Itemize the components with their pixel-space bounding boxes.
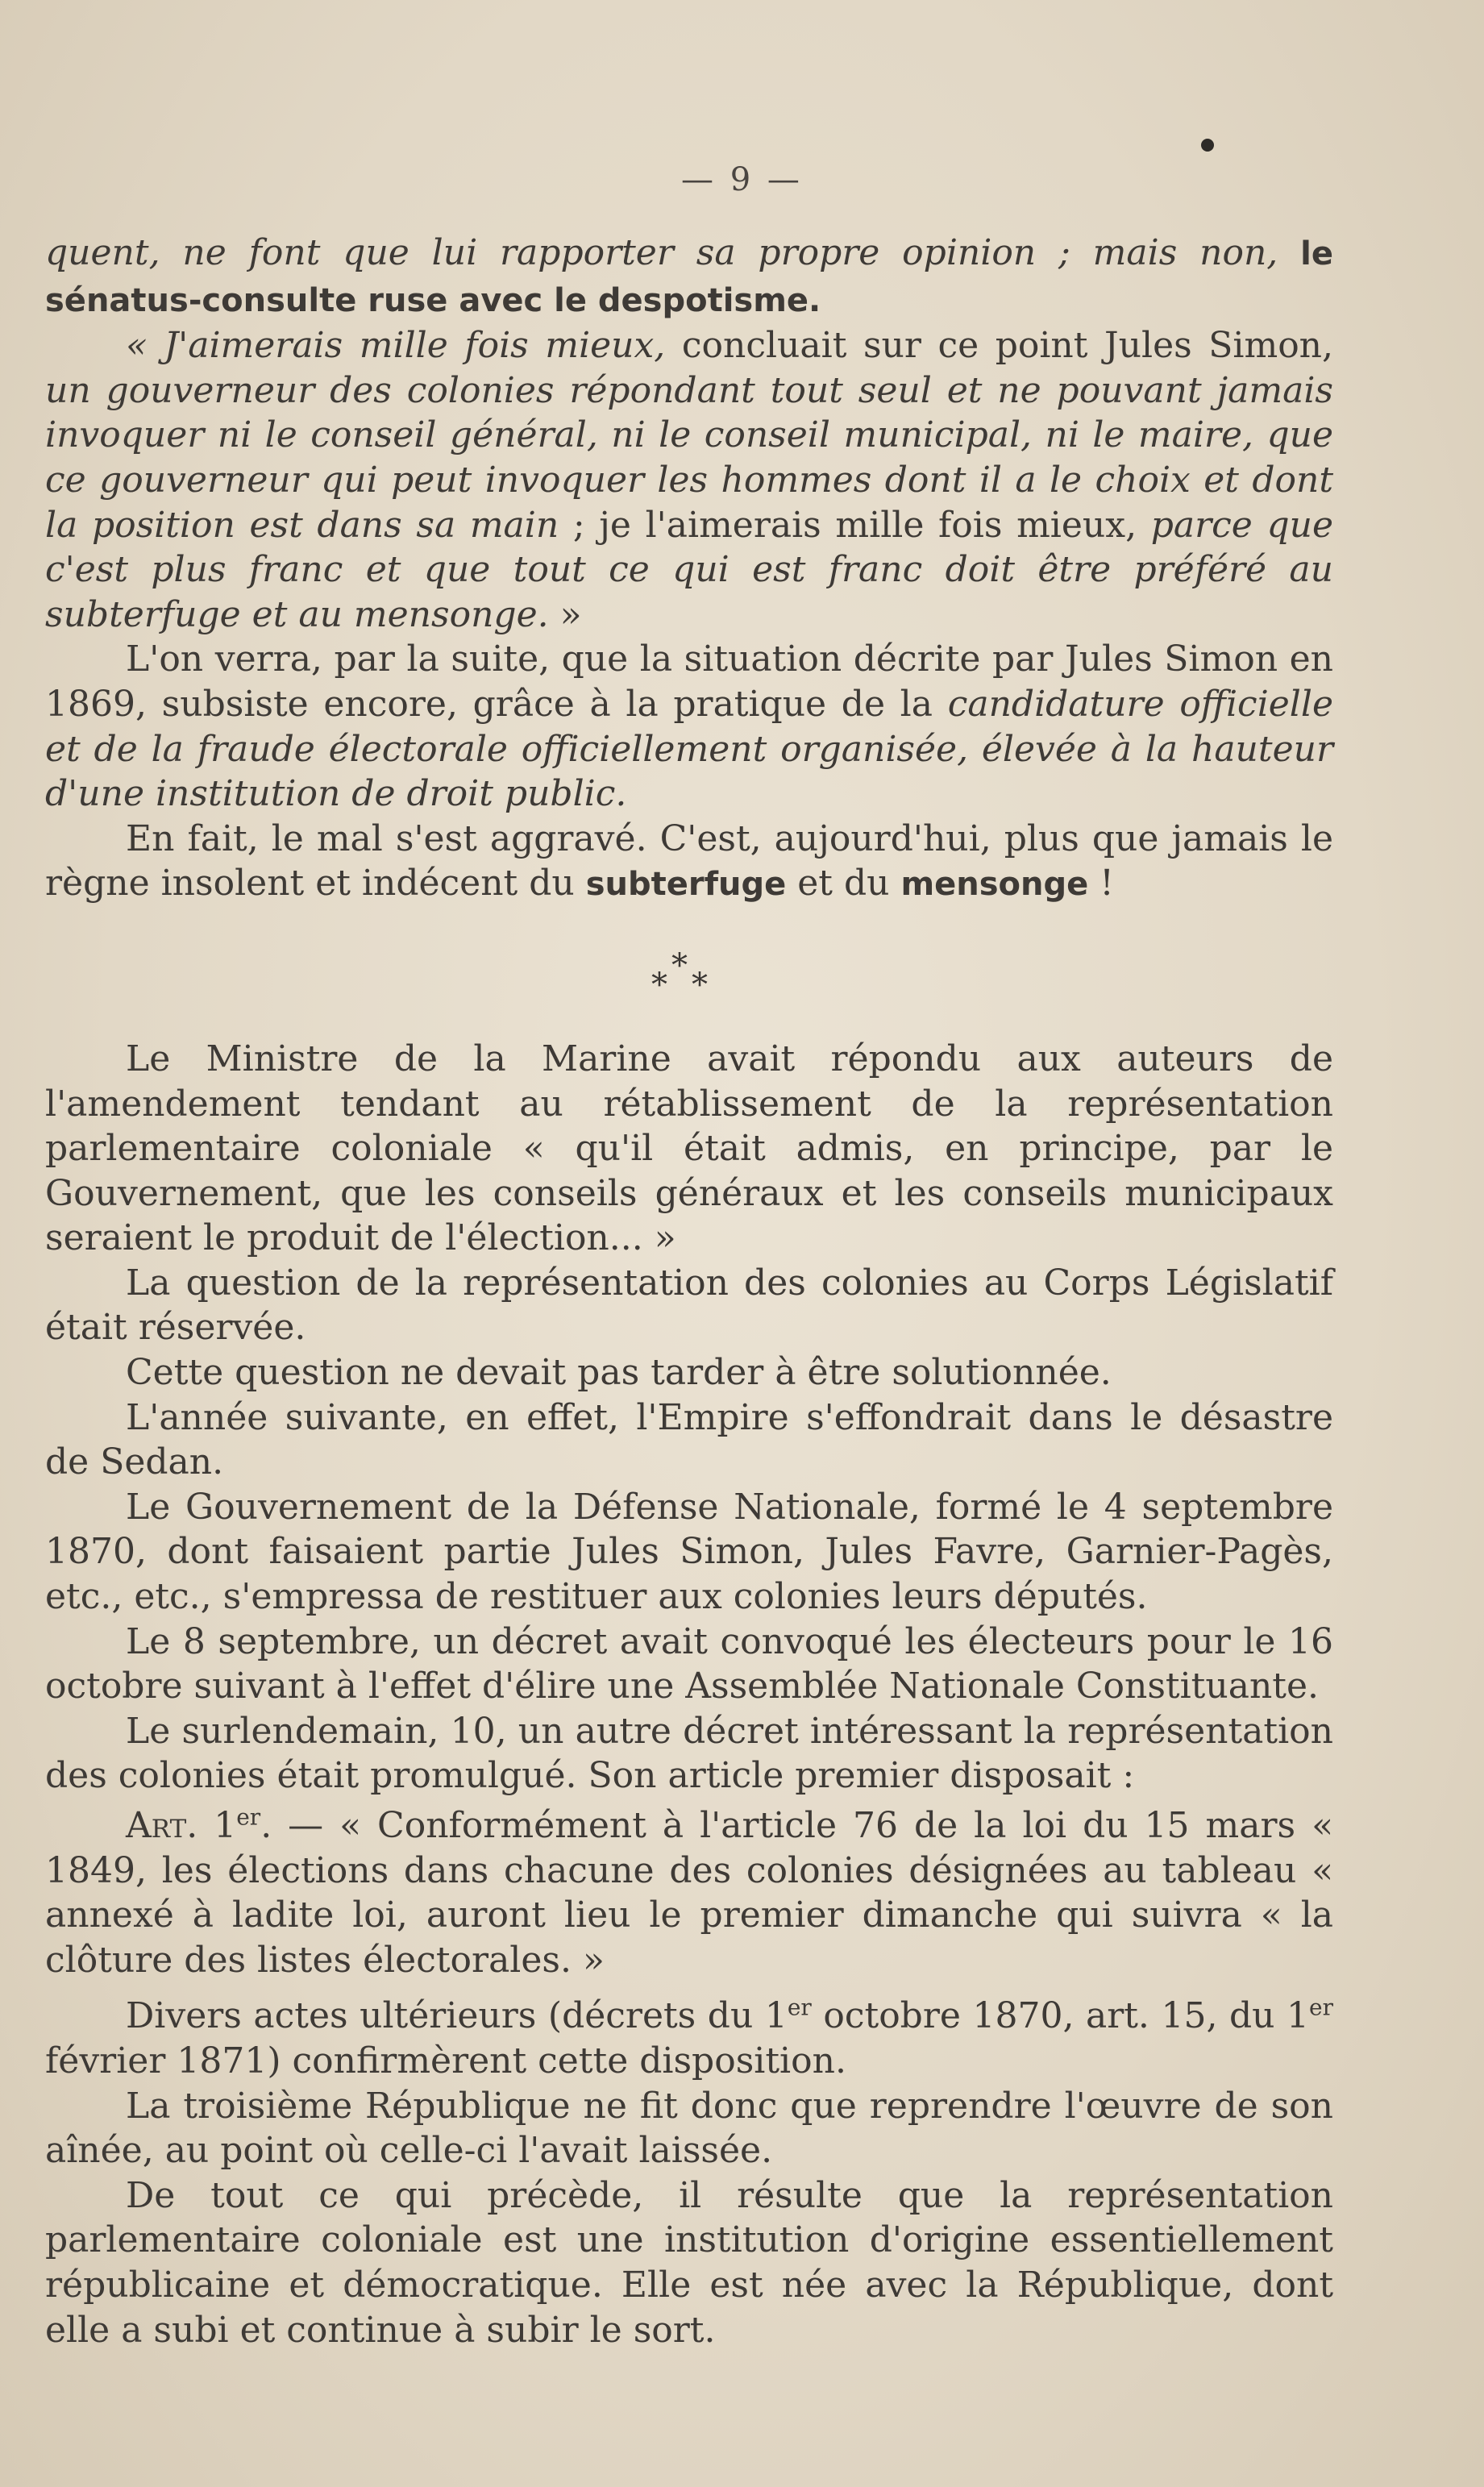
paragraph-11: Le surlendemain, 10, un autre décret intéressant la représentation des colonies était promulgué. Son article premier disposait : bbox=[45, 1710, 1333, 1797]
paragraph-3: L'on verra, par la suite, que la situation décrite par Jules Simon en 1869, subsiste encore, grâce à la pratique de la candidature officielle et de la fraude électorale officiellement organisée, élevée à la hauteur d'une institution de droit public. bbox=[45, 638, 1333, 815]
page-number: — 9 — bbox=[681, 161, 803, 198]
paragraph-7: Cette question ne devait pas tarder à être solutionnée. bbox=[126, 1352, 1112, 1394]
paragraph-13: La troisième République ne fit donc que reprendre l'œuvre de son aînée, au point où celle-ci l'avait laissée. bbox=[45, 2085, 1333, 2172]
article-quote: Art. 1er. — « Conformément à l'article 76 de la loi du 15 mars « 1849, les élections dans chacune des colonies désignées au tableau « annexé à ladite loi, auront lieu le premier dimanche qui suivra « la clôture des listes électorales. » bbox=[45, 1803, 1333, 1981]
paragraph-2: « J'aimerais mille fois mieux, concluait sur ce point Jules Simon, un gouverneur des colonies répondant tout seul et ne pouvant jamais invoquer ni le conseil général, ni le conseil municipal, ni le maire, que ce gouverneur qui peut invoquer les hommes dont il a le choix et dont la position est dans sa main ; je l'aimerais mille fois mieux, parce que c'est plus franc et que tout ce qui est franc doit être préféré au subterfuge et au mensonge. » bbox=[45, 325, 1334, 635]
ink-dot bbox=[1201, 139, 1214, 152]
paragraph-4: En fait, le mal s'est aggravé. C'est, aujourd'hui, plus que jamais le règne insolent et indécent du subterfuge et du mensonge ! bbox=[45, 817, 1333, 905]
paragraph-1: quent, ne font que lui rapporter sa propre opinion ; mais non, le sénatus-consulte ruse avec le despotisme. bbox=[45, 232, 1333, 319]
asterism-star-top: * bbox=[671, 946, 688, 984]
paragraph-5: Le Ministre de la Marine avait répondu aux auteurs de l'amendement tendant au rétablissement de la représentation parlementaire coloniale « qu'il était admis, en principe, par le Gouvernement, que les conseils généraux et les conseils municipaux seraient le produit de l'élection... » bbox=[45, 1038, 1333, 1259]
paragraph-9: Le Gouvernement de la Défense Nationale, formé le 4 septembre 1870, dont faisaient partie Jules Simon, Jules Favre, Garnier-Pagès, etc., etc., s'empressa de restituer aux colonies leurs députés. bbox=[45, 1486, 1333, 1618]
paragraph-8: L'année suivante, en effet, l'Empire s'effondrait dans le désastre de Sedan. bbox=[45, 1396, 1333, 1483]
paragraph-6: La question de la représentation des colonies au Corps Législatif était réservée. bbox=[45, 1262, 1333, 1349]
body-text bbox=[45, 231, 1333, 2352]
paragraph-10: Le 8 septembre, un décret avait convoqué les électeurs pour le 16 octobre suivant à l'effet d'élire une Assemblée Nationale Constituante. bbox=[45, 1620, 1333, 1707]
asterism-star-right: * bbox=[692, 966, 708, 1004]
paragraph-12: Divers actes ultérieurs (décrets du 1er octobre 1870, art. 15, du 1er février 1871) confirmèrent cette disposition. bbox=[45, 1994, 1333, 2082]
asterism bbox=[45, 908, 1333, 1037]
paragraph-14: De tout ce qui précède, il résulte que la représentation parlementaire coloniale est une institution d'origine essentiellement républicaine et démocratique. Elle est née avec la République, dont elle a subi et continue à subir le sort. bbox=[45, 2174, 1333, 2351]
asterism-star-left: * bbox=[651, 966, 667, 1004]
